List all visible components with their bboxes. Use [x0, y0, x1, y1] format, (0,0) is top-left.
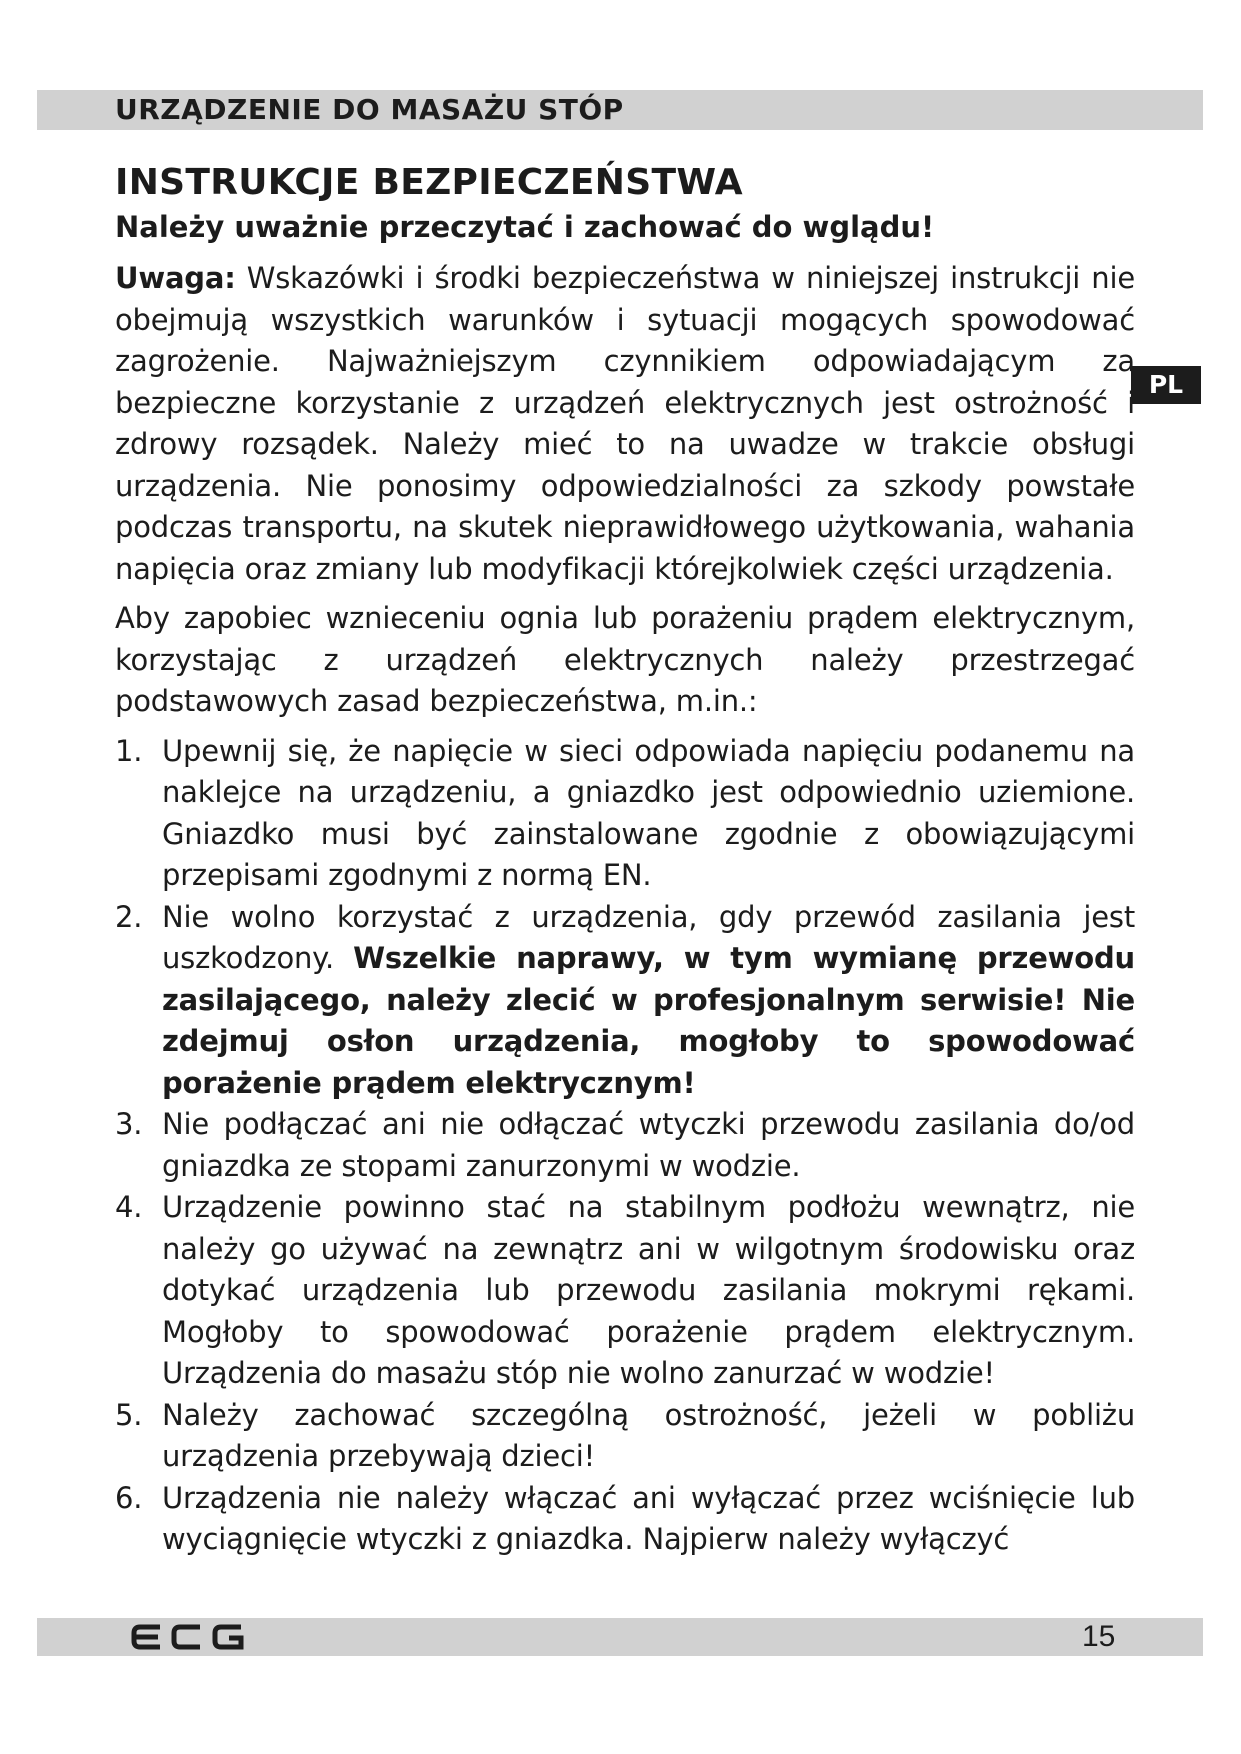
list-item-text: Upewnij się, że napięcie w sieci odpowiada napięciu podanemu na naklejce na urządzeniu, a gniazdko jest odpowiednio uziemione. Gniazdko musi być zainstalowane zgodnie z obowiązującymi przepisami zgodnymi z normą EN. [162, 733, 1135, 892]
intro-paragraph: Aby zapobiec wznieceniu ognia lub porażeniu prądem elektrycznym, korzystając z urządzeń elektrycznych należy przestrzegać podstawowych zasad bezpieczeństwa, m.in.: [115, 601, 1135, 718]
list-item-text: Urządzenie powinno stać na stabilnym podłożu wewnątrz, nie należy go używać na zewnątrz ani w wilgotnym środowisku oraz dotykać urządzenia lub przewodu zasilania mokrymi rękami. Mogłoby to spowodować porażenie prądem elektrycznym. Urządzenia do masażu stóp nie wolno zanurzać w wodzie! [162, 1190, 1135, 1390]
list-item-text: Nie podłączać ani nie odłączać wtyczki przewodu zasilania do/od gniazdka ze stopami zanurzonymi w wodzie. [162, 1107, 1135, 1183]
list-item-text [162, 897, 1135, 1105]
warning-paragraph [115, 258, 1135, 590]
list-item-bold-text: Wszelkie naprawy, w tym wymianę przewodu zasilającego, należy zlecić w profesjonalnym serwisie! Nie zdejmuj osłon urządzenia, mogłoby to spowodować porażenie prądem elektrycznym! [162, 941, 1135, 1100]
list-item-text: Urządzenia nie należy włączać ani wyłączać przez wciśnięcie lub wyciągnięcie wtyczki z gniazdka. Najpierw należy wyłączyć [162, 1480, 1135, 1556]
header-title: URZĄDZENIE DO MASAŻU STÓP [115, 93, 624, 126]
list-item [115, 731, 1135, 897]
warning-label: Uwaga: [115, 261, 236, 295]
safety-list [115, 731, 1135, 1561]
page-number: 15 [1082, 1620, 1116, 1653]
list-item-text: Należy zachować szczególną ostrożność, jeżeli w pobliżu urządzenia przebywają dzieci! [162, 1397, 1135, 1473]
section-title: INSTRUKCJE BEZPIECZEŃSTWA [115, 162, 743, 203]
list-item-number: 3. [115, 1107, 143, 1141]
list-item-number: 1. [115, 733, 143, 768]
list-item [115, 1104, 1135, 1187]
list-item-number: 2. [115, 899, 143, 934]
list-item [115, 1478, 1135, 1561]
ecg-logo [128, 1620, 248, 1654]
list-item-plain-text: Nie wolno korzystać z urządzenia, gdy przewód zasilania jest uszkodzony. [162, 899, 1135, 975]
list-item [115, 1395, 1135, 1478]
list-item-number: 4. [115, 1190, 143, 1224]
warning-text: Wskazówki i środki bezpieczeństwa w niniejszej instrukcji nie obejmują wszystkich warunków i sytuacji mogących spowodować zagrożenie. Najważniejszym czynnikiem odpowiadającym za bezpieczne korzystanie z urządzeń elektrycznych jest ostrożność i zdrowy rozsądek. Należy mieć to na uwadze w trakcie obsługi urządzenia. Nie ponosimy odpowiedzialności za szkody powstałe podczas transportu, na skutek nieprawidłowego użytkowania, wahania napięcia oraz zmiany lub modyfikacji którejkolwiek części urządzenia. [115, 261, 1135, 586]
section-subtitle: Należy uważnie przeczytać i zachować do wglądu! [115, 210, 935, 244]
page-content [115, 160, 1135, 1561]
ecg-logo-icon [128, 1620, 248, 1654]
language-tab: PL [1131, 366, 1201, 404]
list-item-number: 5. [115, 1397, 143, 1432]
list-item [115, 1187, 1135, 1395]
list-item [115, 897, 1135, 1105]
list-item-number: 6. [115, 1480, 143, 1515]
